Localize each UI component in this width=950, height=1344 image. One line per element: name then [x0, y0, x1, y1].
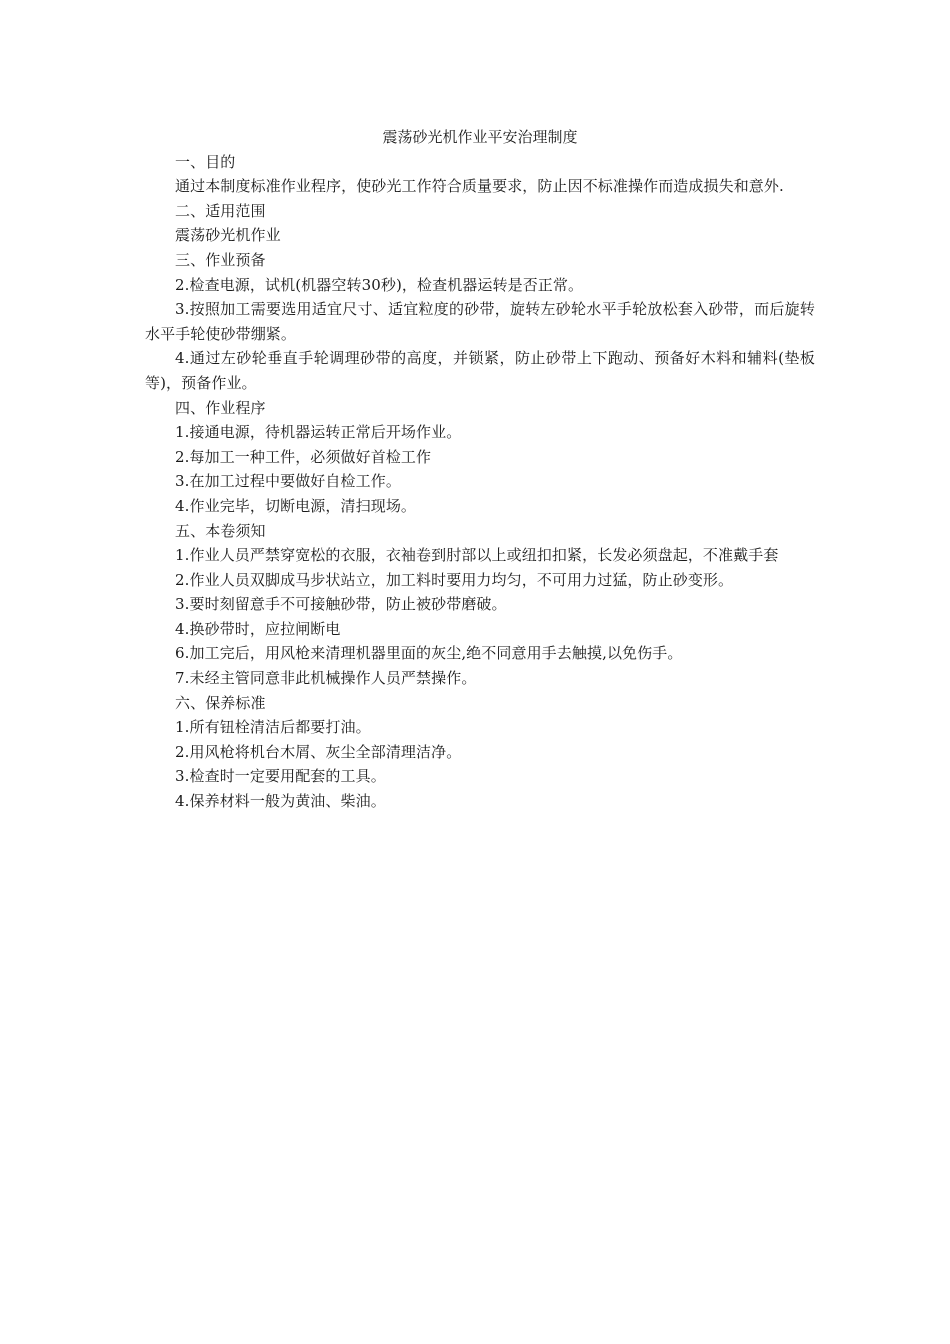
section-heading-maintenance: 六、保养标准 [175, 693, 266, 712]
list-item: 2.作业人员双脚成马步状站立，加工料时要用力均匀，不可用力过猛，防止砂变形。 [175, 570, 734, 589]
paragraph: 通过本制度标准作业程序，使砂光工作符合质量要求，防止因不标准操作而造成损失和意外. [175, 177, 784, 196]
list-item: 4.换砂带时，应拉闸断电 [175, 619, 341, 638]
section-heading-scope: 二、适用范围 [175, 201, 266, 220]
list-item: 2.检查电源，试机(机器空转30秒)，检查机器运转是否正常。 [175, 275, 584, 294]
section-heading-procedure: 四、作业程序 [175, 398, 266, 417]
list-item: 3.在加工过程中要做好自检工作。 [175, 472, 401, 491]
document-title: 震荡砂光机作业平安治理制度 [382, 128, 578, 146]
section-heading-preparation: 三、作业预备 [175, 250, 266, 269]
list-item: 4.通过左砂轮垂直手轮调理砂带的高度，并锁紧，防止砂带上下跑动、预备好木料和辅料(垫板等)，预备作业。 [145, 349, 815, 392]
paragraph: 震荡砂光机作业 [175, 226, 281, 245]
list-item: 4.保养材料一般为黄油、柴油。 [175, 792, 386, 811]
list-item: 1.所有钮栓清洁后都要打油。 [175, 718, 371, 737]
list-item: 6.加工完后，用风枪来清理机器里面的灰尘,绝不同意用手去触摸,以免伤手。 [175, 644, 683, 663]
list-item: 2.每加工一种工件，必须做好首检工作 [175, 447, 432, 466]
list-item: 3.检查时一定要用配套的工具。 [175, 767, 386, 786]
list-item: 1.接通电源，待机器运转正常后开场作业。 [175, 423, 462, 442]
list-item: 3.要时刻留意手不可接触砂带，防止被砂带磨破。 [175, 595, 507, 614]
list-item: 2.用风枪将机台木屑、灰尘全部清理洁净。 [175, 742, 462, 761]
list-item: 4.作业完毕，切断电源，清扫现场。 [175, 496, 417, 515]
document-body [145, 125, 815, 814]
list-item: 3.按照加工需要选用适宜尺寸、适宜粒度的砂带，旋转左砂轮水平手轮放松套入砂带，而后旋转水平手轮使砂带绷紧。 [145, 300, 815, 343]
list-item: 7.未经主管同意非此机械操作人员严禁操作。 [175, 669, 477, 688]
section-heading-notes: 五、本卷须知 [175, 521, 266, 540]
list-item: 1.作业人员严禁穿宽松的衣服，衣袖卷到肘部以上或纽扣扣紧，长发必须盘起，不准戴手套 [175, 546, 779, 565]
section-heading-purpose: 一、目的 [175, 152, 236, 171]
